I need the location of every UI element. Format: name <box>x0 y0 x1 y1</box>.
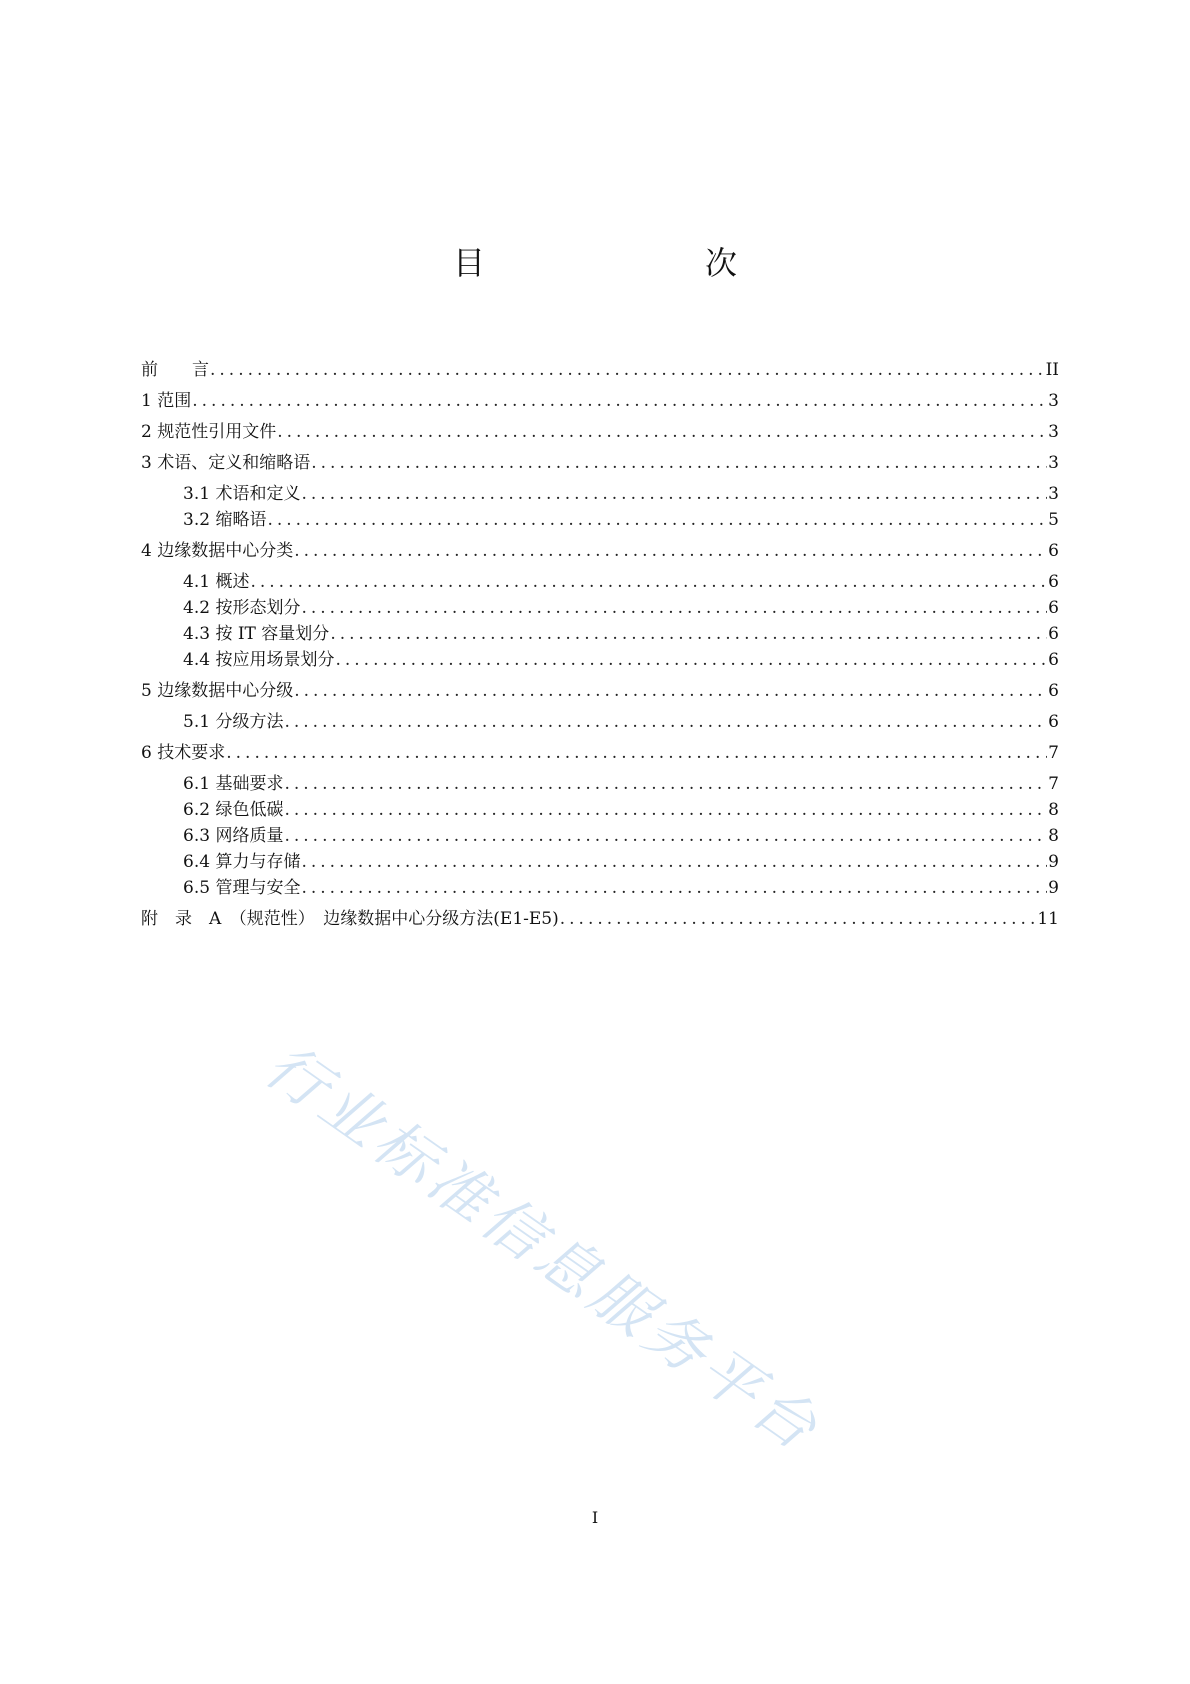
toc-entry-label: 4.2 按形态划分 <box>183 598 301 618</box>
toc-entry-label: 4.3 按 IT 容量划分 <box>183 624 330 644</box>
toc-entry-label: 4 边缘数据中心分类 <box>141 541 294 561</box>
toc-leader-dots <box>192 389 1047 413</box>
toc-entry-label: 4.4 按应用场景划分 <box>183 650 335 670</box>
toc-leader-dots <box>311 451 1047 475</box>
toc-entry-label: 6 技术要求 <box>141 743 226 763</box>
toc-entry-label: 4.1 概述 <box>183 572 250 592</box>
toc-entry-section-6-2[interactable] <box>183 798 1059 822</box>
toc-entry-section-5-1[interactable] <box>183 710 1059 734</box>
toc-leader-dots <box>294 679 1047 703</box>
toc-entry-page: 11 <box>1037 909 1059 929</box>
toc-entry-section-1[interactable] <box>141 389 1059 413</box>
toc-entry-section-4-4[interactable] <box>183 648 1059 672</box>
toc-entry-section-3-2[interactable] <box>183 508 1059 532</box>
toc-entry-page: 3 <box>1048 422 1059 442</box>
watermark: 行业标准信息服务平台 <box>252 1030 834 1467</box>
toc-leader-dots <box>284 824 1047 848</box>
toc-entry-page: 5 <box>1048 510 1059 530</box>
toc-entry-label: 2 规范性引用文件 <box>141 422 277 442</box>
toc-entry-section-4-3[interactable] <box>183 622 1059 646</box>
toc-entry-page: 8 <box>1048 826 1059 846</box>
toc-entry-section-5[interactable] <box>141 679 1059 703</box>
toc-leader-dots <box>335 648 1047 672</box>
toc-entry-label: 3 术语、定义和缩略语 <box>141 453 311 473</box>
toc-entry-section-6-1[interactable] <box>183 772 1059 796</box>
toc-entry-label: 5.1 分级方法 <box>183 712 284 732</box>
toc-entry-page: 6 <box>1048 681 1059 701</box>
toc-entry-section-6[interactable] <box>141 741 1059 765</box>
toc-entry-label: 前 言 <box>141 360 209 380</box>
toc-entry-label: 附 录 A （规范性） 边缘数据中心分级方法(E1-E5) <box>141 909 559 929</box>
toc-leader-dots <box>301 850 1047 874</box>
toc-entry-appendix-a[interactable] <box>141 907 1059 931</box>
toc-entry-page: 7 <box>1048 743 1059 763</box>
toc-entry-section-4-2[interactable] <box>183 596 1059 620</box>
toc-leader-dots <box>301 596 1047 620</box>
toc-leader-dots <box>301 876 1047 900</box>
toc-entry-page: 6 <box>1048 712 1059 732</box>
page-title: 目 次 <box>452 244 789 282</box>
toc-leader-dots <box>284 710 1047 734</box>
toc-entry-page: 3 <box>1048 391 1059 411</box>
toc-entry-section-6-4[interactable] <box>183 850 1059 874</box>
toc-leader-dots <box>250 570 1047 594</box>
toc-entry-page: 8 <box>1048 800 1059 820</box>
toc-leader-dots <box>284 772 1047 796</box>
page-number: I <box>591 1508 599 1527</box>
toc-entry-section-6-5[interactable] <box>183 876 1059 900</box>
toc-leader-dots <box>294 539 1047 563</box>
toc-entry-label: 5 边缘数据中心分级 <box>141 681 294 701</box>
toc-leader-dots <box>330 622 1047 646</box>
toc-leader-dots <box>277 420 1047 444</box>
toc-entry-label: 3.2 缩略语 <box>183 510 267 530</box>
toc-entry-page: 6 <box>1048 650 1059 670</box>
toc-leader-dots <box>210 358 1045 382</box>
toc-entry-section-4[interactable] <box>141 539 1059 563</box>
toc-entry-label: 6.1 基础要求 <box>183 774 284 794</box>
toc-entry-section-3[interactable] <box>141 451 1059 475</box>
toc-entry-label: 6.2 绿色低碳 <box>183 800 284 820</box>
toc-entry-section-4-1[interactable] <box>183 570 1059 594</box>
toc-entry-foreword[interactable] <box>141 358 1059 382</box>
toc-entry-label: 6.5 管理与安全 <box>183 878 301 898</box>
toc-entry-section-2[interactable] <box>141 420 1059 444</box>
toc-entry-section-6-3[interactable] <box>183 824 1059 848</box>
toc-entry-section-3-1[interactable] <box>183 482 1059 506</box>
toc-entry-page: 7 <box>1048 774 1059 794</box>
toc-entry-label: 6.3 网络质量 <box>183 826 284 846</box>
toc-entry-page: 6 <box>1048 541 1059 561</box>
toc-entry-label: 6.4 算力与存储 <box>183 852 301 872</box>
toc-entry-label: 1 范围 <box>141 391 192 411</box>
toc-entry-page: 3 <box>1048 453 1059 473</box>
toc-entry-page: 6 <box>1048 572 1059 592</box>
toc-leader-dots <box>226 741 1047 765</box>
toc-entry-page: 3 <box>1048 484 1059 504</box>
toc-leader-dots <box>560 907 1037 931</box>
toc-entry-page: 6 <box>1048 598 1059 618</box>
toc-leader-dots <box>284 798 1047 822</box>
toc-entry-page: II <box>1045 360 1059 380</box>
toc-entry-page: 6 <box>1048 624 1059 644</box>
toc-leader-dots <box>267 508 1047 532</box>
toc-leader-dots <box>301 482 1047 506</box>
toc-entry-label: 3.1 术语和定义 <box>183 484 301 504</box>
toc-entry-page: 9 <box>1048 878 1059 898</box>
toc-entry-page: 9 <box>1048 852 1059 872</box>
